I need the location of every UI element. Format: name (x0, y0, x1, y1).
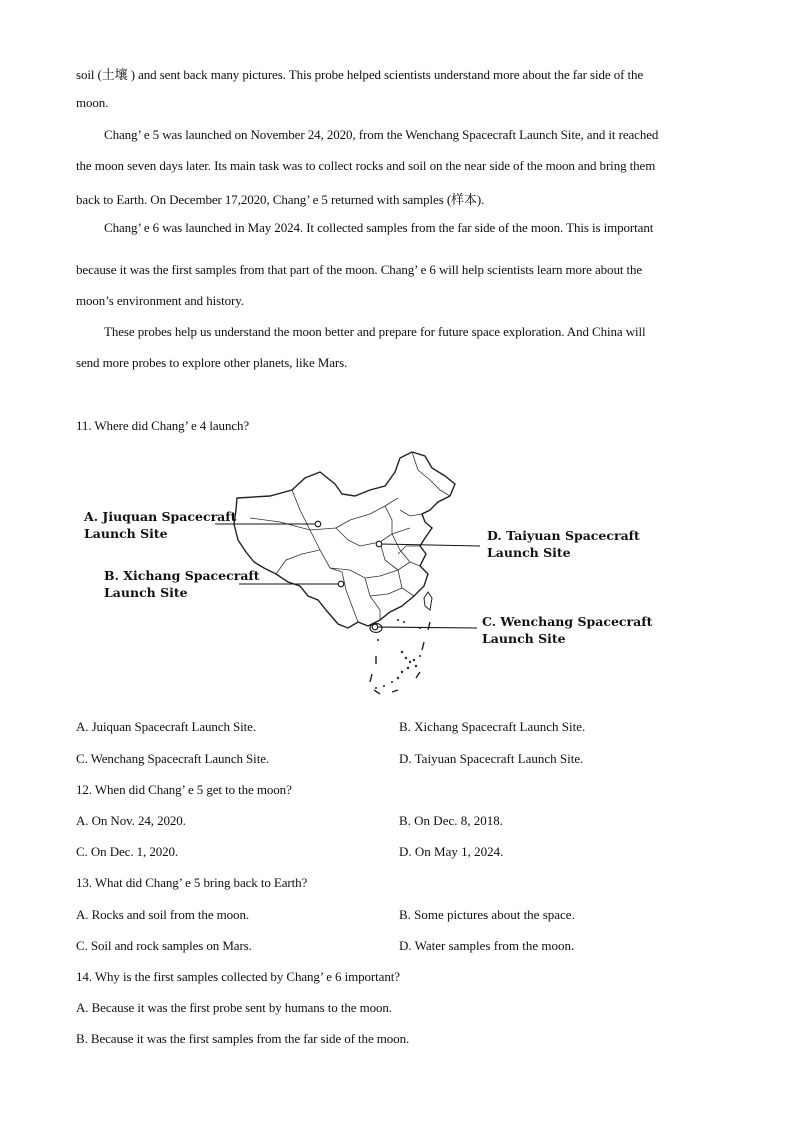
option-c: C. Wenchang Spacecraft Launch Site. (76, 751, 270, 766)
jiuquan-label: A. Jiuquan Spacecraft Launch Site (84, 509, 237, 541)
xichang-site-marker (338, 581, 344, 587)
question-stem: 13. What did Chang’ e 5 bring back to Earth? (76, 875, 308, 890)
question-stem: 14. Why is the first samples collected by Chang’ e 6 important? (76, 969, 400, 984)
option-b: B. Because it was the first samples from the far side of the moon. (76, 1031, 410, 1046)
taiwan-island (424, 592, 432, 610)
wenchang-site-marker (372, 624, 378, 630)
passage-line: Chang’ e 6 was launched in May 2024. It collected samples from the far side of the moon. This is important (104, 220, 654, 235)
option-d: D. On May 1, 2024. (399, 844, 504, 859)
question-stem: 12. When did Chang’ e 5 get to the moon? (76, 782, 292, 797)
china-map-figure (80, 450, 653, 695)
wenchang-label: C. Wenchang Spacecraft Launch Site (482, 614, 653, 646)
passage-line: These probes help us understand the moon better and prepare for future space exploration. And China will (104, 324, 646, 339)
nine-dash-line (370, 622, 430, 694)
passage-line: back to Earth. On December 17,2020, Chang’ e 5 returned with samples (样本). (76, 192, 485, 207)
option-d: D. Taiyuan Spacecraft Launch Site. (399, 751, 584, 766)
option-b: B. Some pictures about the space. (399, 907, 575, 922)
question-stem: 11. Where did Chang’ e 4 launch? (76, 418, 250, 433)
passage-line: soil (土壤 ) and sent back many pictures. This probe helped scientists understand more about the far side of the (76, 67, 644, 82)
option-a: A. Rocks and soil from the moon. (76, 907, 250, 922)
wenchang-leader-line (376, 627, 477, 628)
passage-line: moon. (76, 95, 109, 110)
province-boundaries (250, 452, 450, 622)
option-c: C. Soil and rock samples on Mars. (76, 938, 252, 953)
option-d: D. Water samples from the moon. (399, 938, 575, 953)
option-c: C. On Dec. 1, 2020. (76, 844, 179, 859)
option-b: B. Xichang Spacecraft Launch Site. (399, 719, 586, 734)
taiyuan-site-marker (376, 541, 382, 547)
passage-line: because it was the first samples from that part of the moon. Chang’ e 6 will help scientists learn more about the (76, 262, 643, 277)
taiyuan-label: D. Taiyuan Spacecraft Launch Site (487, 528, 640, 560)
xichang-label: B. Xichang Spacecraft Launch Site (104, 568, 260, 600)
option-a: A. Juiquan Spacecraft Launch Site. (76, 719, 256, 734)
jiuquan-site-marker (315, 521, 321, 527)
passage-line: Chang’ e 5 was launched on November 24, 2020, from the Wenchang Spacecraft Launch Site, and it reached (104, 127, 659, 142)
option-a: A. On Nov. 24, 2020. (76, 813, 186, 828)
option-a: A. Because it was the first probe sent by humans to the moon. (76, 1000, 392, 1015)
china-outline (234, 452, 455, 628)
passage-line: send more probes to explore other planets, like Mars. (76, 355, 348, 370)
passage-line: the moon seven days later. Its main task was to collect rocks and soil on the near side of the moon and bring them (76, 158, 656, 173)
option-b: B. On Dec. 8, 2018. (399, 813, 503, 828)
taiyuan-leader-line (381, 544, 480, 546)
passage-line: moon’s environment and history. (76, 293, 244, 308)
